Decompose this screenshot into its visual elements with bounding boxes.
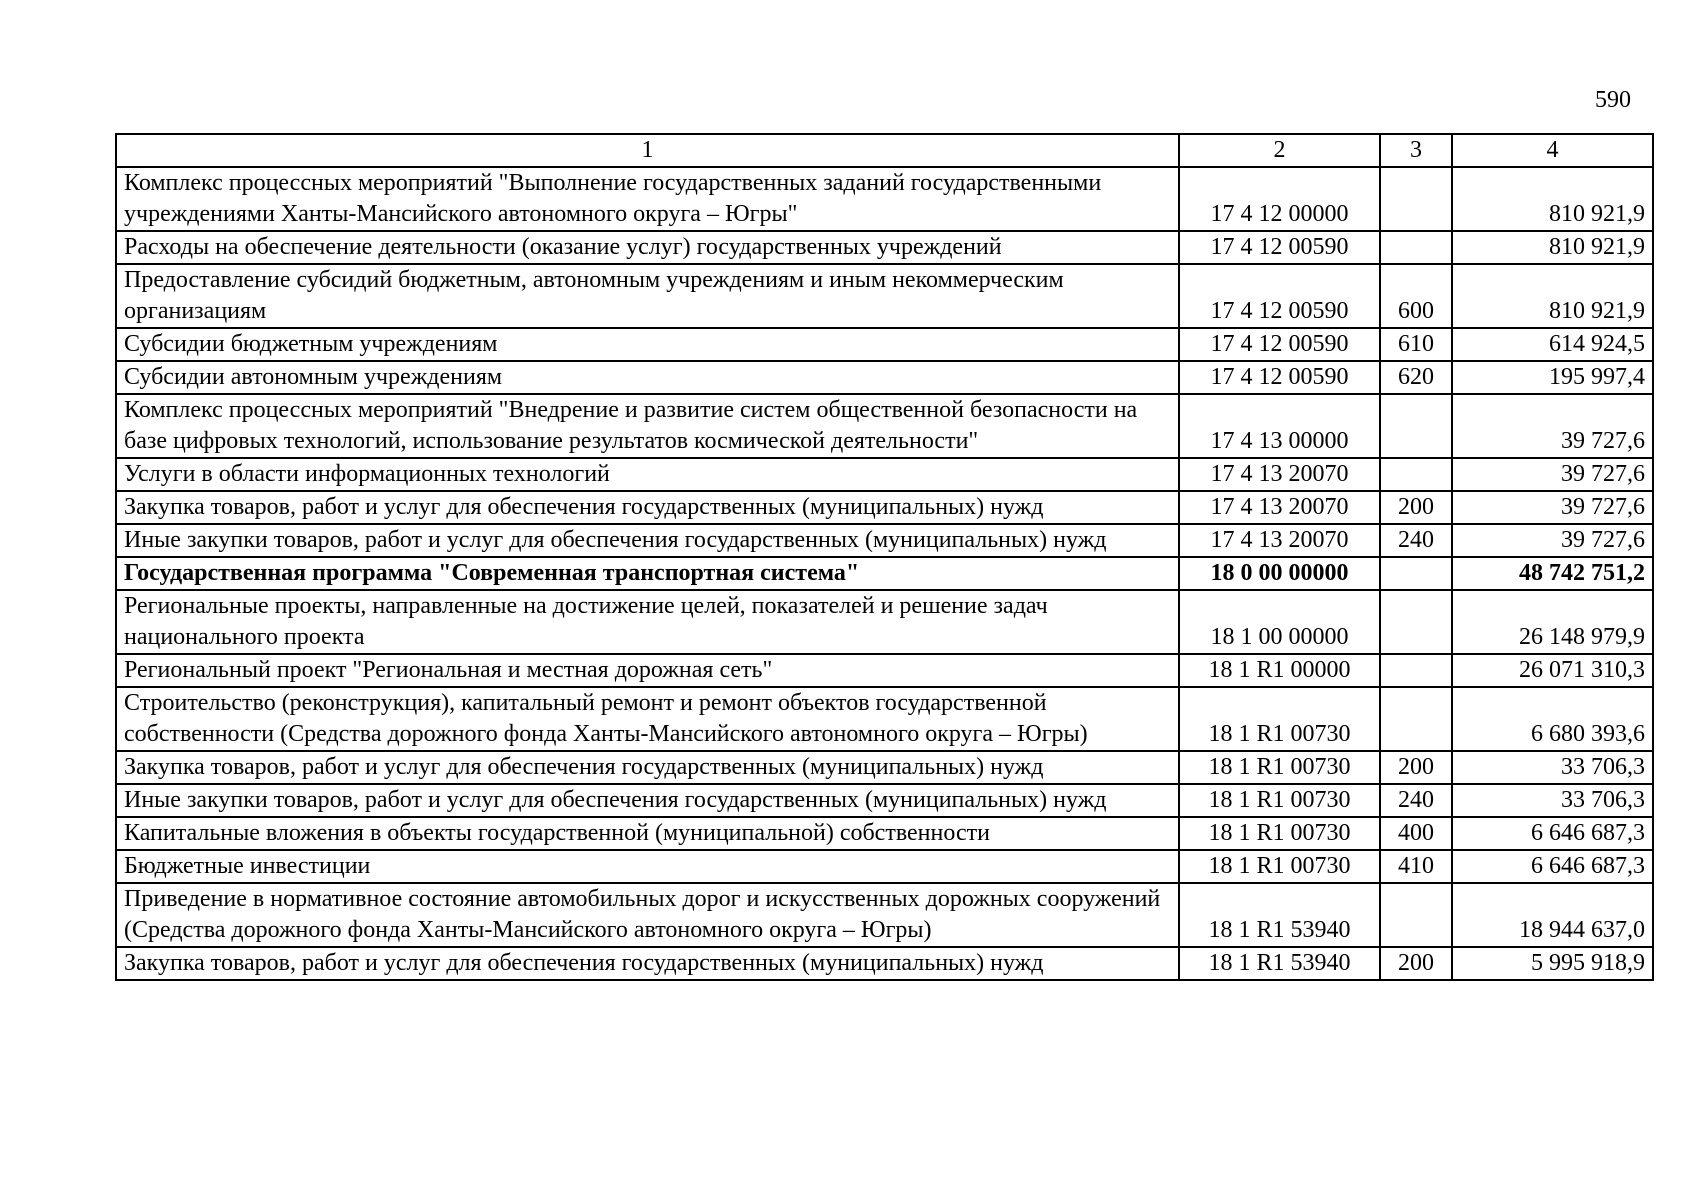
row-code-cell: 17 4 13 20070: [1179, 491, 1380, 524]
row-amount-cell: 6 680 393,6: [1452, 687, 1653, 751]
row-amount-cell: 614 924,5: [1452, 328, 1653, 361]
row-type-cell: 600: [1380, 264, 1452, 328]
row-code-cell: 17 4 12 00000: [1179, 167, 1380, 231]
page-number: 590: [1595, 87, 1631, 113]
row-amount-cell: 33 706,3: [1452, 784, 1653, 817]
row-amount-cell: 810 921,9: [1452, 167, 1653, 231]
row-name-cell: Бюджетные инвестиции: [116, 850, 1179, 883]
row-code-cell: 17 4 12 00590: [1179, 231, 1380, 264]
row-name-cell: Капитальные вложения в объекты государственной (муниципальной) собственности: [116, 817, 1179, 850]
row-code-cell: 17 4 13 00000: [1179, 394, 1380, 458]
row-name-cell: Иные закупки товаров, работ и услуг для обеспечения государственных (муниципальных) нужд: [116, 524, 1179, 557]
row-code-cell: 18 1 R1 00730: [1179, 751, 1380, 784]
row-type-cell: [1380, 458, 1452, 491]
row-name-cell: Государственная программа "Современная транспортная система": [116, 557, 1179, 590]
row-code-cell: 17 4 13 20070: [1179, 458, 1380, 491]
row-name-cell: Закупка товаров, работ и услуг для обеспечения государственных (муниципальных) нужд: [116, 751, 1179, 784]
table-row: [116, 590, 1653, 654]
row-type-cell: [1380, 394, 1452, 458]
table-row: [116, 751, 1653, 784]
row-type-cell: 400: [1380, 817, 1452, 850]
row-name-cell: Услуги в области информационных технологий: [116, 458, 1179, 491]
header-cell-2: 2: [1179, 134, 1380, 167]
row-type-cell: 620: [1380, 361, 1452, 394]
row-amount-cell: 39 727,6: [1452, 458, 1653, 491]
row-name-cell: Субсидии автономным учреждениям: [116, 361, 1179, 394]
row-type-cell: 410: [1380, 850, 1452, 883]
row-code-cell: 18 1 R1 00730: [1179, 784, 1380, 817]
row-name-cell: Комплекс процессных мероприятий "Выполнение государственных заданий государственными учреждениями Ханты-Мансийского автономного округа – Югры": [116, 167, 1179, 231]
table-header-row: [116, 134, 1653, 167]
row-amount-cell: 39 727,6: [1452, 524, 1653, 557]
row-name-cell: Предоставление субсидий бюджетным, автономным учреждениям и иным некоммерческим организациям: [116, 264, 1179, 328]
row-amount-cell: 33 706,3: [1452, 751, 1653, 784]
row-code-cell: 17 4 12 00590: [1179, 328, 1380, 361]
row-type-cell: 240: [1380, 524, 1452, 557]
row-amount-cell: 39 727,6: [1452, 394, 1653, 458]
row-code-cell: 18 1 R1 53940: [1179, 947, 1380, 980]
row-type-cell: [1380, 231, 1452, 264]
table-row: [116, 654, 1653, 687]
row-type-cell: [1380, 590, 1452, 654]
table-row: [116, 687, 1653, 751]
row-type-cell: 200: [1380, 491, 1452, 524]
row-amount-cell: 39 727,6: [1452, 491, 1653, 524]
row-type-cell: [1380, 883, 1452, 947]
row-type-cell: [1380, 557, 1452, 590]
row-name-cell: Субсидии бюджетным учреждениям: [116, 328, 1179, 361]
row-code-cell: 17 4 12 00590: [1179, 361, 1380, 394]
table-row: [116, 850, 1653, 883]
table-row: [116, 883, 1653, 947]
row-type-cell: 200: [1380, 947, 1452, 980]
table-row: [116, 231, 1653, 264]
header-cell-4: 4: [1452, 134, 1653, 167]
table-row: [116, 947, 1653, 980]
row-amount-cell: 195 997,4: [1452, 361, 1653, 394]
row-name-cell: Строительство (реконструкция), капитальный ремонт и ремонт объектов государственной собственности (Средства дорожного фонда Ханты-Мансийского автономного округа – Югры): [116, 687, 1179, 751]
row-type-cell: [1380, 167, 1452, 231]
budget-table-body: [116, 134, 1653, 980]
table-row: [116, 784, 1653, 817]
table-row: [116, 264, 1653, 328]
table-row: [116, 361, 1653, 394]
row-code-cell: 18 1 R1 00730: [1179, 687, 1380, 751]
row-name-cell: Закупка товаров, работ и услуг для обеспечения государственных (муниципальных) нужд: [116, 491, 1179, 524]
row-code-cell: 18 1 R1 00730: [1179, 817, 1380, 850]
table-row: [116, 817, 1653, 850]
row-amount-cell: 6 646 687,3: [1452, 817, 1653, 850]
row-code-cell: 18 1 R1 00000: [1179, 654, 1380, 687]
table-row: [116, 491, 1653, 524]
row-name-cell: Закупка товаров, работ и услуг для обеспечения государственных (муниципальных) нужд: [116, 947, 1179, 980]
row-amount-cell: 26 071 310,3: [1452, 654, 1653, 687]
header-cell-1: 1: [116, 134, 1179, 167]
row-type-cell: [1380, 654, 1452, 687]
row-amount-cell: 26 148 979,9: [1452, 590, 1653, 654]
row-type-cell: 610: [1380, 328, 1452, 361]
table-row: [116, 458, 1653, 491]
row-amount-cell: 48 742 751,2: [1452, 557, 1653, 590]
table-row: [116, 167, 1653, 231]
row-code-cell: 17 4 13 20070: [1179, 524, 1380, 557]
row-name-cell: Комплекс процессных мероприятий "Внедрение и развитие систем общественной безопасности на базе цифровых технологий, использование результатов космической деятельности": [116, 394, 1179, 458]
row-name-cell: Региональные проекты, направленные на достижение целей, показателей и решение задач национального проекта: [116, 590, 1179, 654]
table-row: [116, 394, 1653, 458]
row-code-cell: 18 1 R1 53940: [1179, 883, 1380, 947]
row-type-cell: 240: [1380, 784, 1452, 817]
row-type-cell: [1380, 687, 1452, 751]
row-name-cell: Приведение в нормативное состояние автомобильных дорог и искусственных дорожных сооружений (Средства дорожного фонда Ханты-Мансийского автономного округа – Югры): [116, 883, 1179, 947]
row-type-cell: 200: [1380, 751, 1452, 784]
table-row: [116, 557, 1653, 590]
row-name-cell: Иные закупки товаров, работ и услуг для обеспечения государственных (муниципальных) нужд: [116, 784, 1179, 817]
header-cell-3: 3: [1380, 134, 1452, 167]
table-row: [116, 328, 1653, 361]
row-code-cell: 18 1 R1 00730: [1179, 850, 1380, 883]
row-amount-cell: 6 646 687,3: [1452, 850, 1653, 883]
row-code-cell: 18 1 00 00000: [1179, 590, 1380, 654]
row-amount-cell: 810 921,9: [1452, 231, 1653, 264]
row-amount-cell: 18 944 637,0: [1452, 883, 1653, 947]
row-amount-cell: 810 921,9: [1452, 264, 1653, 328]
table-row: [116, 524, 1653, 557]
row-name-cell: Региональный проект "Региональная и местная дорожная сеть": [116, 654, 1179, 687]
row-code-cell: 17 4 12 00590: [1179, 264, 1380, 328]
row-amount-cell: 5 995 918,9: [1452, 947, 1653, 980]
row-code-cell: 18 0 00 00000: [1179, 557, 1380, 590]
budget-table: [115, 133, 1654, 981]
row-name-cell: Расходы на обеспечение деятельности (оказание услуг) государственных учреждений: [116, 231, 1179, 264]
